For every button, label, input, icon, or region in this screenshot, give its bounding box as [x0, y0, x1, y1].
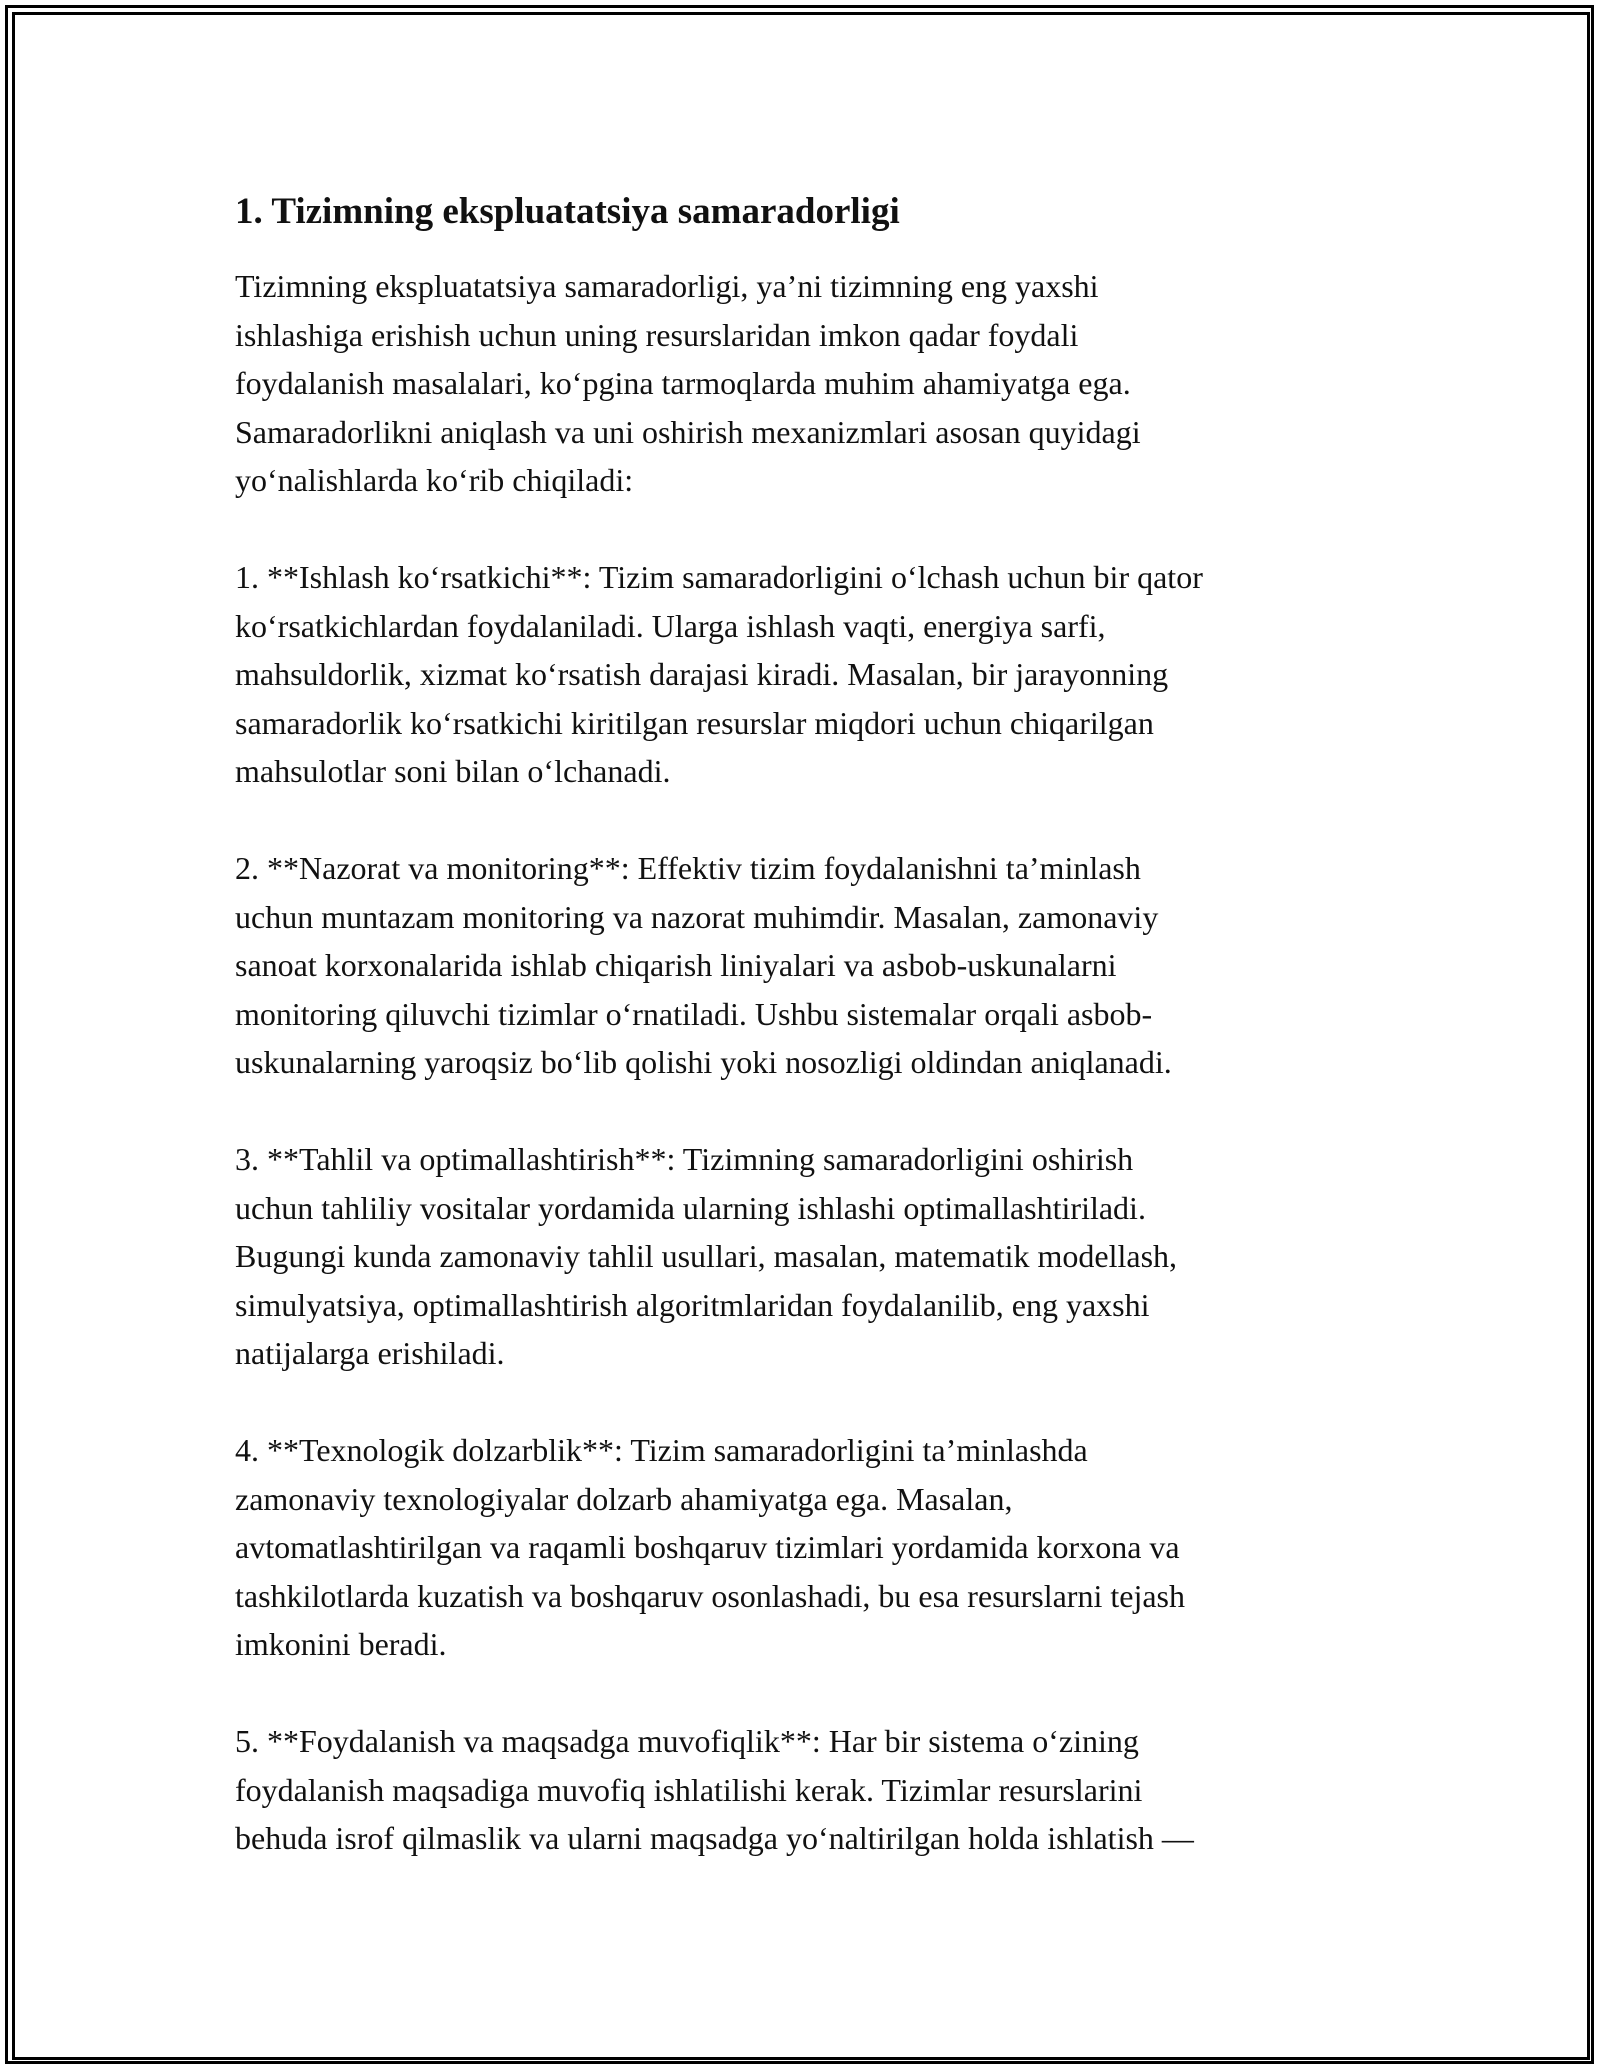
- paragraph-line: mahsuldorlik, xizmat ko‘rsatish darajasi kiradi. Masalan, bir jarayonning: [235, 656, 1169, 692]
- paragraph-line: ko‘rsatkichlardan foydalaniladi. Ularga ishlash vaqti, energiya sarfi,: [235, 607, 1106, 644]
- paragraph-line: natijalarga erishiladi.: [235, 1335, 505, 1371]
- paragraph-line: yo‘nalishlarda ko‘rib chiqiladi:: [235, 462, 634, 498]
- paragraph-line: monitoring qiluvchi tizimlar o‘rnatiladi. Ushbu sistemalar orqali asbob-: [235, 995, 1153, 1032]
- paragraph-line: tashkilotlarda kuzatish va boshqaruv osonlashadi, bu esa resurslarni tejash: [235, 1577, 1185, 1614]
- paragraph-line: ishlashiga erishish uchun uning resurslaridan imkon qadar foydali: [235, 316, 1079, 353]
- paragraph-line: uchun tahliliy vositalar yordamida ularning ishlashi optimallashtiriladi.: [235, 1189, 1146, 1226]
- list-item-usage-purpose: [235, 1717, 1365, 1863]
- paragraph-line: foydalanish maqsadiga muvofiq ishlatilishi kerak. Tizimlar resurslarini: [235, 1771, 1143, 1808]
- paragraph-line: simulyatsiya, optimallashtirish algoritmlaridan foydalanilib, eng yaxshi: [235, 1286, 1150, 1323]
- paragraph-line: sanoat korxonalarida ishlab chiqarish liniyalari va asbob-uskunalarni: [235, 947, 1117, 983]
- paragraph-line: 2. **Nazorat va monitoring**: Effektiv tizim foydalanishni ta’minlash: [235, 850, 1141, 886]
- paragraph-line: 3. **Tahlil va optimallashtirish**: Tizimning samaradorligini oshirish: [235, 1141, 1134, 1177]
- paragraph-line: Samaradorlikni aniqlash va uni oshirish mexanizmlari asosan quyidagi: [235, 413, 1141, 450]
- paragraph-line: uskunalarning yaroqsiz bo‘lib qolishi yoki nosozligi oldindan aniqlanadi.: [235, 1044, 1172, 1080]
- paragraph-line: avtomatlashtirilgan va raqamli boshqaruv tizimlari yordamida korxona va: [235, 1529, 1180, 1565]
- paragraph-line: foydalanish masalalari, ko‘pgina tarmoqlarda muhim ahamiyatga ega.: [235, 365, 1131, 401]
- paragraph-line: Tizimning ekspluatatsiya samaradorligi, ya’ni tizimning eng yaxshi: [235, 268, 1099, 304]
- paragraph-line: mahsulotlar soni bilan o‘lchanadi.: [235, 753, 671, 789]
- document-body: [235, 188, 1365, 1911]
- paragraph-line: 4. **Texnologik dolzarblik**: Tizim samaradorligini ta’minlashda: [235, 1432, 1088, 1468]
- intro-paragraph: [235, 262, 1365, 505]
- list-item-performance-indicator: [235, 553, 1365, 796]
- paragraph-line: imkonini beradi.: [235, 1626, 447, 1662]
- paragraph-line: 1. **Ishlash ko‘rsatkichi**: Tizim samaradorligini o‘lchash uchun bir qator: [235, 559, 1203, 595]
- paragraph-line: behuda isrof qilmaslik va ularni maqsadga yo‘naltirilgan holda ishlatish —: [235, 1820, 1194, 1856]
- document-title: 1. Tizimning ekspluatatsiya samaradorligi: [235, 191, 900, 232]
- list-item-control-monitoring: [235, 844, 1365, 1087]
- list-item-analysis-optimization: [235, 1135, 1365, 1378]
- paragraph-line: zamonaviy texnologiyalar dolzarb ahamiyatga ega. Masalan,: [235, 1480, 1013, 1517]
- paragraph-line: 5. **Foydalanish va maqsadga muvofiqlik**: Har bir sistema o‘zining: [235, 1723, 1139, 1759]
- list-item-technological-relevance: [235, 1426, 1365, 1669]
- paragraph-line: Bugungi kunda zamonaviy tahlil usullari, masalan, matematik modellash,: [235, 1238, 1178, 1274]
- paragraph-line: uchun muntazam monitoring va nazorat muhimdir. Masalan, zamonaviy: [235, 898, 1159, 935]
- paragraph-line: samaradorlik ko‘rsatkichi kiritilgan resurslar miqdori uchun chiqarilgan: [235, 704, 1154, 741]
